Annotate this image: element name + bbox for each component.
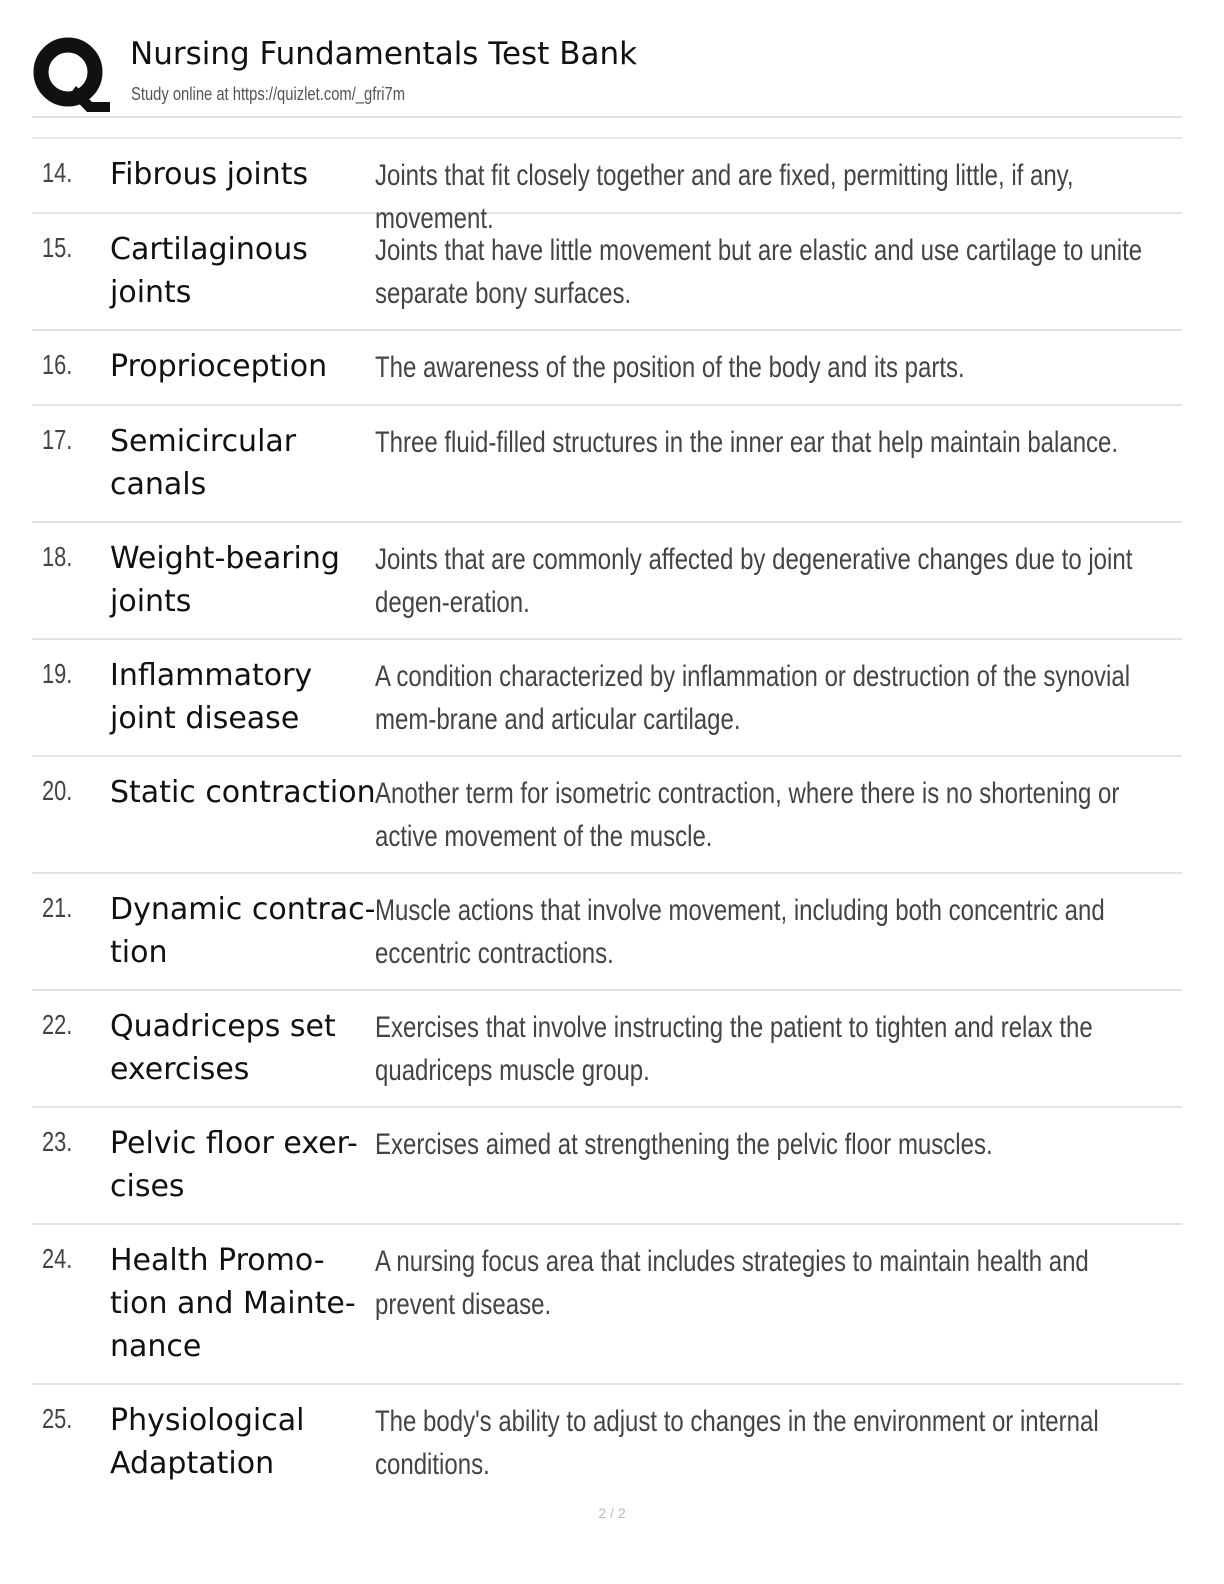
card-definition: Joints that fit closely together and are fixed, permitting little, if any, movement. [375,159,1074,235]
card-term: Fibrous joints [110,157,309,192]
flashcard-row [32,139,1182,235]
card-term: Quadriceps set exercises [110,1009,336,1087]
flashcard-row [32,214,1182,331]
card-term: Dynamic contrac-tion [110,892,376,970]
card-definition: The awareness of the position of the body and its parts. [375,351,965,384]
card-number: 22. [42,1009,73,1040]
flashcard-row [32,1108,1182,1225]
card-number: 18. [42,541,73,572]
flashcard-row [32,1385,1182,1500]
card-number: 14. [42,157,73,188]
header-divider [32,116,1182,118]
card-term: Pelvic floor exer-cises [110,1126,358,1204]
card-number: 15. [42,232,73,263]
flashcard-list [32,139,1182,1500]
page-header [32,30,1182,112]
flashcard-row [32,331,1182,406]
card-definition: Exercises that involve instructing the patient to tighten and relax the quadriceps muscle group. [375,1011,1093,1087]
card-definition: Joints that have little movement but are elastic and use cartilage to unite separate bony surfaces. [375,234,1143,310]
card-term: Inflammatory joint disease [110,658,313,736]
card-definition: Muscle actions that involve movement, including both concentric and eccentric contractions. [375,894,1105,970]
card-term: Physiological Adaptation [110,1403,305,1481]
card-definition: Three fluid-filled structures in the inner ear that help maintain balance. [375,426,1119,459]
flashcard-row [32,991,1182,1108]
card-number: 16. [42,349,73,380]
card-term: Health Promo-tion and Mainte-nance [110,1243,356,1364]
card-definition: A condition characterized by inflammation or destruction of the synovial mem-brane and articular cartilage. [375,660,1131,736]
card-definition: Another term for isometric contraction, where there is no shortening or active movement of the muscle. [375,777,1120,853]
flashcard-row [32,640,1182,757]
card-number: 23. [42,1126,73,1157]
page-title: Nursing Fundamentals Test Bank [130,36,638,72]
quizlet-q-logo-icon [32,36,112,116]
card-term: Semicircular canals [110,424,297,502]
flashcard-row [32,757,1182,874]
study-link-text: Study online at https://quizlet.com/_gfri7m [131,84,406,104]
card-term: Cartilaginous joints [110,232,308,310]
flashcard-row [32,1225,1182,1385]
card-term: Weight-bearing joints [110,541,340,619]
card-definition: The body's ability to adjust to changes in the environment or internal conditions. [375,1405,1099,1481]
card-number: 25. [42,1403,73,1434]
card-definition: Joints that are commonly affected by degenerative changes due to joint degen-eration. [375,543,1133,619]
flashcard-row [32,406,1182,523]
page-number: 2 / 2 [598,1505,626,1521]
flashcard-row [32,874,1182,991]
card-definition: A nursing focus area that includes strategies to maintain health and prevent disease. [375,1245,1089,1321]
card-number: 19. [42,658,73,689]
card-number: 17. [42,424,73,455]
card-number: 24. [42,1243,73,1274]
card-definition: Exercises aimed at strengthening the pelvic floor muscles. [375,1128,993,1161]
card-number: 21. [42,892,73,923]
card-term: Static contraction [110,775,376,810]
card-term: Proprioception [110,349,328,384]
card-number: 20. [42,775,73,806]
flashcard-row [32,523,1182,640]
